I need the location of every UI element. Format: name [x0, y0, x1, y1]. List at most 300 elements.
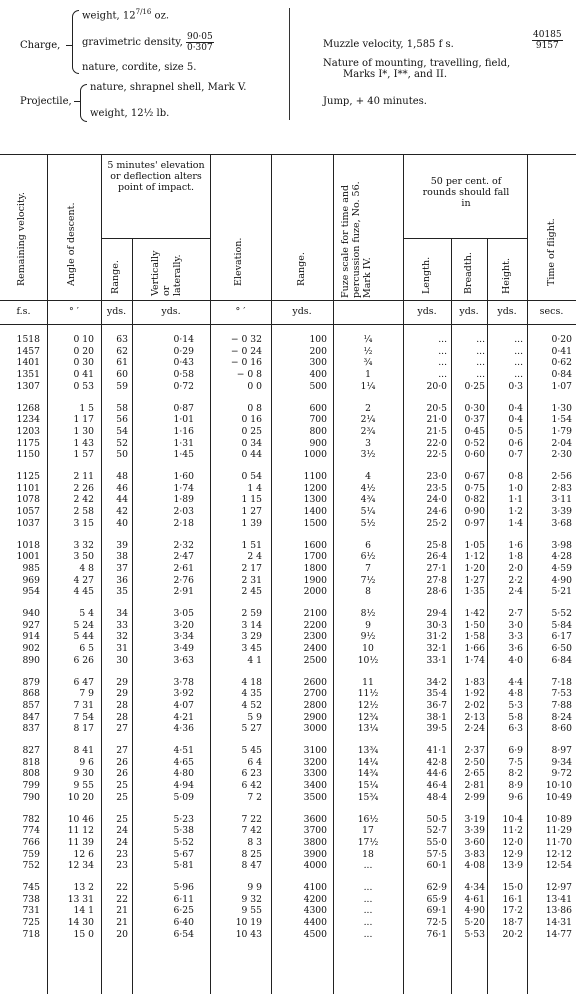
mounting-marks: Marks I*, I**, and II. [343, 69, 448, 80]
cell-range: 3100 [303, 745, 327, 756]
cell-range: 4100 [303, 882, 327, 893]
cell-range-change: 38 [116, 551, 128, 563]
cell-vertical-change: 4·80 [173, 768, 194, 780]
cell-vertical-change: 0·87 [173, 402, 194, 414]
cell-length: ... [438, 334, 447, 345]
cell-range: 2100 [303, 608, 327, 619]
col-group-fifty-per-cent: 50 per cent. of rounds should fall in [422, 176, 510, 209]
cell-breadth: 0·30 [464, 402, 485, 414]
cell-range-change: 27 [116, 745, 128, 756]
cell-range-change: 28 [116, 711, 128, 723]
cell-vertical-change: 4·65 [173, 756, 194, 768]
cell-range-change: 25 [116, 791, 128, 803]
cell-fuze-scale: 7 [365, 562, 371, 574]
cell-length: 27·1 [426, 562, 447, 574]
cell-vertical-change: 4·51 [173, 745, 194, 756]
cell-range: 1700 [303, 551, 327, 563]
cell-range: 3700 [303, 825, 327, 837]
cell-time-of-flight: 9·72 [551, 768, 572, 780]
cell-elevation: 4 52 [241, 699, 262, 711]
cell-remaining-velocity: 890 [22, 654, 40, 666]
table-row [0, 825, 576, 837]
cell-time-of-flight: 13·86 [545, 905, 572, 917]
cell-vertical-change: 5·09 [173, 791, 194, 803]
cell-length: 52·7 [426, 825, 447, 837]
cell-remaining-velocity: 1307 [16, 380, 40, 392]
table-row [0, 334, 576, 346]
cell-vertical-change: 6·25 [173, 905, 194, 917]
cell-height: 0·7 [508, 449, 523, 461]
cell-angle-of-descent: 10 46 [67, 813, 94, 825]
density-fraction: $\frac{90\cdot 05}{0\cdot 307}$ [186, 32, 213, 53]
cell-elevation: 5 27 [241, 723, 262, 735]
cell-range: 600 [309, 402, 327, 414]
projectile-brace [80, 84, 87, 122]
unit-elevation: ° ′ [235, 306, 246, 317]
cell-height: 5·3 [508, 699, 523, 711]
cell-angle-of-descent: 7 9 [79, 688, 94, 700]
cell-range: 4500 [303, 928, 327, 940]
cell-breadth: 2·50 [464, 756, 485, 768]
cell-range: 1200 [303, 482, 327, 494]
cell-remaining-velocity: 766 [22, 836, 40, 848]
cell-range-change: 29 [116, 676, 128, 688]
cell-breadth: 3·39 [464, 825, 485, 837]
cell-length: 24·0 [426, 494, 447, 506]
table-row [0, 917, 576, 929]
cell-height: 16·1 [502, 893, 523, 905]
cell-time-of-flight: 1·30 [551, 402, 572, 414]
cell-breadth: 0·90 [464, 506, 485, 518]
cell-range: 2300 [303, 631, 327, 643]
cell-height: 1·4 [508, 517, 523, 529]
cell-elevation: 3 45 [241, 643, 262, 655]
cell-fuze-scale: 8 [365, 586, 371, 598]
cell-range-change: 23 [116, 860, 128, 872]
cell-vertical-change: 3·49 [173, 643, 194, 655]
cell-range: 800 [309, 425, 327, 437]
cell-height: 20·2 [502, 928, 523, 940]
cell-angle-of-descent: 1 5 [79, 402, 94, 414]
cell-time-of-flight: 8·97 [551, 745, 572, 756]
cell-length: 33·1 [426, 654, 447, 666]
cell-time-of-flight: 2·56 [551, 471, 572, 482]
cell-fuze-scale: 6½ [360, 551, 376, 563]
cell-range: 3800 [303, 836, 327, 848]
cell-time-of-flight: 8·24 [551, 711, 572, 723]
cell-range-change: 59 [116, 380, 128, 392]
unit-time: secs. [539, 306, 564, 317]
cell-breadth: 0·75 [464, 482, 485, 494]
cell-range-change: 33 [116, 619, 128, 631]
cell-elevation: 1 51 [241, 539, 262, 551]
cell-remaining-velocity: 1037 [16, 517, 40, 529]
cell-fuze-scale: 15¼ [357, 780, 379, 792]
projectile-nature: nature, shrapnel shell, Mark V. [90, 82, 247, 93]
table-row [0, 494, 576, 506]
cell-time-of-flight: 10·89 [545, 813, 572, 825]
cell-range: 500 [309, 380, 327, 392]
cell-fuze-scale: 7½ [360, 574, 376, 586]
cell-height: 2·7 [508, 608, 523, 619]
cell-range: 100 [309, 334, 327, 345]
cell-elevation: 2 4 [247, 551, 262, 563]
cell-vertical-change: 0·72 [173, 380, 194, 392]
cell-angle-of-descent: 11 12 [67, 825, 94, 837]
cell-time-of-flight: 3·11 [551, 494, 572, 506]
cell-time-of-flight: 7·88 [551, 699, 572, 711]
cell-breadth: 1·92 [464, 688, 485, 700]
cell-height: 17·2 [502, 905, 523, 917]
cell-time-of-flight: 12·12 [545, 848, 572, 860]
cell-range-change: 23 [116, 848, 128, 860]
col-header-range-sub: Range. [110, 260, 121, 294]
cell-range-change: 58 [116, 402, 128, 414]
unit-range-sub: yds. [106, 306, 127, 317]
cell-breadth: 1·50 [464, 619, 485, 631]
cell-height: 2·0 [508, 562, 523, 574]
cell-time-of-flight: 10·10 [545, 780, 572, 792]
cell-length: 23·0 [426, 471, 447, 482]
cell-fuze-scale: 11 [362, 676, 374, 688]
cell-time-of-flight: 0·20 [551, 334, 572, 345]
cell-time-of-flight: 2·04 [551, 437, 572, 449]
cell-range-change: 52 [116, 437, 128, 449]
cell-range: 1800 [303, 562, 327, 574]
cell-angle-of-descent: 0 20 [73, 345, 94, 357]
cell-range: 2600 [303, 676, 327, 688]
cell-elevation: 3 14 [241, 619, 262, 631]
table-row [0, 357, 576, 369]
cell-remaining-velocity: 1101 [16, 482, 40, 494]
cell-time-of-flight: 6·84 [551, 654, 572, 666]
cell-vertical-change: 1·60 [173, 471, 194, 482]
cell-range-change: 24 [116, 825, 128, 837]
cell-fuze-scale: ... [363, 905, 373, 917]
table-row [0, 894, 576, 906]
cell-length: 22·0 [426, 437, 447, 449]
cell-range-change: 31 [116, 643, 128, 655]
table-row [0, 381, 576, 393]
cell-remaining-velocity: 868 [22, 688, 40, 700]
cell-range: 4000 [303, 860, 327, 872]
cell-breadth: 1·83 [464, 676, 485, 688]
col-header-time-of-flight: Time of flight. [546, 218, 557, 286]
cell-remaining-velocity: 738 [22, 893, 40, 905]
cell-elevation: 7 42 [241, 825, 262, 837]
cell-vertical-change: 0·58 [173, 369, 194, 381]
cell-range-change: 61 [116, 357, 128, 369]
cell-range: 1500 [303, 517, 327, 529]
cell-range: 2500 [303, 654, 327, 666]
cell-range-change: 20 [116, 928, 128, 940]
col-header-fuze-scale: Fuze scale for time and percussion fuze, No. 56. Mark IV. [340, 181, 373, 298]
cell-height: 1·1 [508, 494, 523, 506]
unit-height: yds. [497, 306, 517, 317]
cell-vertical-change: 6·54 [173, 928, 194, 940]
cell-time-of-flight: 0·41 [551, 345, 572, 357]
cell-vertical-change: 2·47 [173, 551, 194, 563]
cell-fuze-scale: 12¾ [357, 711, 379, 723]
cell-length: 65·9 [426, 893, 447, 905]
cell-length: ... [438, 345, 447, 357]
cell-height: 8·9 [508, 780, 523, 792]
cell-angle-of-descent: 0 41 [73, 369, 94, 381]
cell-vertical-change: 5·38 [173, 825, 194, 837]
cell-remaining-velocity: 718 [22, 928, 40, 940]
cell-vertical-change: 1·89 [173, 494, 194, 506]
cell-breadth: 1·12 [464, 551, 485, 563]
cell-range: 3500 [303, 791, 327, 803]
cell-angle-of-descent: 15 0 [73, 928, 94, 940]
mounting-nature: Nature of mounting, travelling, field, [323, 58, 511, 69]
cell-breadth: 1·20 [464, 562, 485, 574]
cell-length: ... [438, 357, 447, 369]
cell-fuze-scale: 10 [362, 643, 374, 655]
cell-range-change: 46 [116, 482, 128, 494]
cell-remaining-velocity: 927 [22, 619, 40, 631]
cell-height: 6·9 [508, 745, 523, 756]
cell-range-change: 42 [116, 506, 128, 518]
cell-breadth: 3·60 [464, 836, 485, 848]
cell-height: 2·4 [508, 586, 523, 598]
cell-elevation: 2 59 [241, 608, 262, 619]
cell-fuze-scale: 16½ [357, 813, 379, 825]
cell-remaining-velocity: 1125 [16, 471, 40, 482]
table-row [0, 471, 576, 483]
cell-vertical-change: 2·61 [173, 562, 194, 574]
cell-height: 3·3 [508, 631, 523, 643]
table-row [0, 506, 576, 518]
unit-vertical: yds. [161, 306, 181, 317]
cell-fuze-scale: 6 [365, 539, 371, 551]
cell-angle-of-descent: 10 20 [67, 791, 94, 803]
cell-breadth: 5·53 [464, 928, 485, 940]
cell-elevation: 2 17 [241, 562, 262, 574]
cell-elevation: 9 55 [241, 905, 262, 917]
cell-range-change: 24 [116, 836, 128, 848]
cell-remaining-velocity: 1203 [16, 425, 40, 437]
charge-density: gravimetric density, $\frac{90\cdot 05}{0\cdot 307}$ [82, 32, 213, 53]
cell-height: 10·4 [502, 813, 523, 825]
cell-angle-of-descent: 2 26 [73, 482, 94, 494]
table-header-block [0, 0, 576, 140]
cell-vertical-change: 2·76 [173, 574, 194, 586]
cell-elevation: 5 45 [241, 745, 262, 756]
charge-nature: nature, cordite, size 5. [82, 62, 197, 73]
cell-height: ... [514, 357, 523, 369]
cell-breadth: 1·35 [464, 586, 485, 598]
cell-range-change: 54 [116, 425, 128, 437]
cell-remaining-velocity: 837 [22, 723, 40, 735]
cell-fuze-scale: 4¾ [360, 494, 376, 506]
cell-range: 3000 [303, 723, 327, 735]
cell-length: 55·0 [426, 836, 447, 848]
table-row [0, 426, 576, 438]
cell-angle-of-descent: 1 57 [73, 449, 94, 461]
cell-elevation: 5 9 [247, 711, 262, 723]
cell-time-of-flight: 2·30 [551, 449, 572, 461]
cell-vertical-change: 0·43 [173, 357, 194, 369]
cell-vertical-change: 3·34 [173, 631, 194, 643]
range-table [0, 154, 576, 994]
cell-fuze-scale: 12½ [357, 699, 379, 711]
cell-breadth: 0·52 [464, 437, 485, 449]
unit-breadth: yds. [459, 306, 479, 317]
table-row [0, 449, 576, 461]
cell-breadth: 0·45 [464, 425, 485, 437]
cell-time-of-flight: 5·84 [551, 619, 572, 631]
cell-remaining-velocity: 1150 [16, 449, 40, 461]
cell-breadth: 2·37 [464, 745, 485, 756]
cell-height: 1·6 [508, 539, 523, 551]
cell-fuze-scale: ¼ [363, 334, 373, 345]
cell-angle-of-descent: 4 8 [79, 562, 94, 574]
cell-height: ... [514, 369, 523, 381]
cell-range-change: 28 [116, 699, 128, 711]
table-row [0, 849, 576, 861]
cell-range: 3400 [303, 780, 327, 792]
cell-breadth: 1·58 [464, 631, 485, 643]
cell-fuze-scale: ... [363, 882, 373, 893]
cell-range-change: 21 [116, 905, 128, 917]
cell-height: 8·2 [508, 768, 523, 780]
cell-height: 1·0 [508, 482, 523, 494]
cell-height: 0·4 [508, 414, 523, 426]
header-bottom-rule [0, 300, 576, 301]
cell-remaining-velocity: 752 [22, 860, 40, 872]
cell-range: 400 [309, 369, 327, 381]
cell-angle-of-descent: 11 39 [67, 836, 94, 848]
cell-vertical-change: 1·01 [173, 414, 194, 426]
table-row [0, 814, 576, 826]
cell-fuze-scale: ... [363, 893, 373, 905]
cell-length: 72·5 [426, 917, 447, 929]
cell-elevation: 1 27 [241, 506, 262, 518]
cell-breadth: 2·81 [464, 780, 485, 792]
cell-remaining-velocity: 879 [22, 676, 40, 688]
cell-remaining-velocity: 1268 [16, 402, 40, 414]
table-row [0, 346, 576, 358]
cell-angle-of-descent: 7 31 [73, 699, 94, 711]
cell-time-of-flight: 3·98 [551, 539, 572, 551]
cell-remaining-velocity: 790 [22, 791, 40, 803]
cell-fuze-scale: 4½ [360, 482, 376, 494]
cell-range-change: 39 [116, 539, 128, 551]
cell-breadth: 1·27 [464, 574, 485, 586]
cell-time-of-flight: 1·79 [551, 425, 572, 437]
cell-breadth: 1·74 [464, 654, 485, 666]
cell-angle-of-descent: 0 53 [73, 380, 94, 392]
cell-height: 12·9 [502, 848, 523, 860]
cell-remaining-velocity: 731 [22, 905, 40, 917]
cell-length: 62·9 [426, 882, 447, 893]
cell-range: 3900 [303, 848, 327, 860]
cell-elevation: 0 54 [241, 471, 262, 482]
cell-angle-of-descent: 0 30 [73, 357, 94, 369]
cell-vertical-change: 2·91 [173, 586, 194, 598]
cell-height: 0·8 [508, 471, 523, 482]
cell-remaining-velocity: 1018 [16, 539, 40, 551]
cell-range-change: 60 [116, 369, 128, 381]
unit-remaining-velocity: f.s. [16, 306, 31, 317]
cell-elevation: 0 16 [241, 414, 262, 426]
table-row [0, 631, 576, 643]
cell-range: 1000 [303, 449, 327, 461]
cell-height: 4·4 [508, 676, 523, 688]
cell-fuze-scale: 2 [365, 402, 371, 414]
cell-length: 69·1 [426, 905, 447, 917]
cell-breadth: 0·97 [464, 517, 485, 529]
table-row [0, 551, 576, 563]
cell-elevation: 0 44 [241, 449, 262, 461]
cell-length: 48·4 [426, 791, 447, 803]
cell-remaining-velocity: 969 [22, 574, 40, 586]
projectile-weight: weight, 12½ lb. [90, 108, 170, 119]
cell-remaining-velocity: 914 [22, 631, 40, 643]
cell-vertical-change: 5·96 [173, 882, 194, 893]
charge-label: Charge, [20, 40, 61, 51]
cell-length: 27·8 [426, 574, 447, 586]
cell-length: 23·5 [426, 482, 447, 494]
cell-fuze-scale: ... [363, 917, 373, 929]
cell-remaining-velocity: 985 [22, 562, 40, 574]
cell-breadth: 1·66 [464, 643, 485, 655]
cell-elevation: 4 1 [247, 654, 262, 666]
cell-elevation: − 0 32 [230, 334, 262, 345]
table-row [0, 723, 576, 735]
cell-breadth: 0·82 [464, 494, 485, 506]
cell-fuze-scale: ... [363, 928, 373, 940]
charge-brace-tip [66, 45, 72, 46]
cell-vertical-change: 0·14 [173, 334, 194, 345]
cell-vertical-change: 3·92 [173, 688, 194, 700]
cell-fuze-scale: 3 [365, 437, 371, 449]
cell-vertical-change: 3·78 [173, 676, 194, 688]
cell-angle-of-descent: 3 50 [73, 551, 94, 563]
cell-fuze-scale: 18 [362, 848, 374, 860]
cell-length: 31·2 [426, 631, 447, 643]
cell-vertical-change: 3·20 [173, 619, 194, 631]
unit-length: yds. [417, 306, 437, 317]
cell-elevation: 10 43 [235, 928, 262, 940]
cell-breadth: ... [476, 369, 485, 381]
table-row [0, 745, 576, 757]
cell-remaining-velocity: 857 [22, 699, 40, 711]
cell-height: 5·8 [508, 711, 523, 723]
cell-angle-of-descent: 12 6 [73, 848, 94, 860]
cell-height: 18·7 [502, 917, 523, 929]
cell-remaining-velocity: 725 [22, 917, 40, 929]
col-header-elevation: Elevation. [233, 237, 244, 286]
cell-elevation: 6 4 [247, 756, 262, 768]
cell-length: 44·6 [426, 768, 447, 780]
cell-breadth: ... [476, 345, 485, 357]
jump: Jump, + 40 minutes. [323, 96, 427, 107]
cell-fuze-scale: 14¼ [357, 756, 379, 768]
cell-vertical-change: 2·32 [173, 539, 194, 551]
cell-time-of-flight: 11·29 [545, 825, 572, 837]
cell-fuze-scale: 13¼ [357, 723, 379, 735]
cell-angle-of-descent: 5 24 [73, 619, 94, 631]
cell-angle-of-descent: 3 15 [73, 517, 94, 529]
table-row [0, 414, 576, 426]
cell-range: 1300 [303, 494, 327, 506]
cell-time-of-flight: 5·21 [551, 586, 572, 598]
cell-remaining-velocity: 827 [22, 745, 40, 756]
cell-breadth: 3·83 [464, 848, 485, 860]
cell-angle-of-descent: 8 17 [73, 723, 94, 735]
